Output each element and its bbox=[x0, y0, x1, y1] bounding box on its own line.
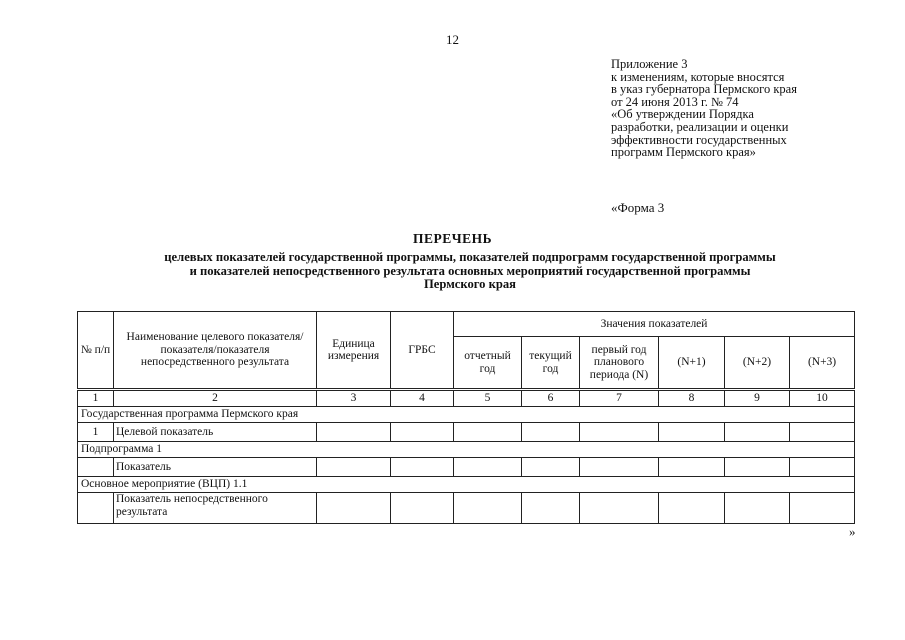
column-number: 3 bbox=[317, 391, 391, 407]
empty-cell bbox=[317, 423, 391, 442]
header-unit: Единица измерения bbox=[317, 312, 391, 389]
row-name: Показатель bbox=[114, 458, 317, 477]
column-number: 9 bbox=[725, 391, 790, 407]
empty-cell bbox=[391, 423, 454, 442]
appendix-line: программ Пермского края» bbox=[611, 145, 756, 160]
form-label: «Форма 3 bbox=[611, 200, 665, 215]
header-row bbox=[78, 312, 855, 337]
appendix-line: эффективности государственных bbox=[611, 132, 787, 147]
empty-cell bbox=[454, 458, 522, 477]
empty-cell bbox=[522, 458, 580, 477]
empty-cell bbox=[580, 423, 659, 442]
table-row-direct-result bbox=[78, 493, 855, 524]
empty-cell bbox=[580, 458, 659, 477]
appendix-line: к изменениям, которые вносятся bbox=[611, 69, 785, 84]
subtitle-line: и показателей непосредственного результата основных мероприятий государственной программы bbox=[189, 263, 751, 278]
column-number: 6 bbox=[522, 391, 580, 407]
empty-cell bbox=[725, 423, 790, 442]
appendix-line: разработки, реализации и оценки bbox=[611, 119, 789, 134]
column-number: 10 bbox=[790, 391, 855, 407]
appendix-line: «Об утверждении Порядка bbox=[611, 107, 754, 122]
empty-cell bbox=[659, 493, 725, 524]
header-n3: (N+3) bbox=[790, 337, 855, 389]
header-n1: (N+1) bbox=[659, 337, 725, 389]
header-n2: (N+2) bbox=[725, 337, 790, 389]
section-label: Государственная программа Пермского края bbox=[78, 407, 855, 423]
appendix-line: в указ губернатора Пермского края bbox=[611, 82, 797, 97]
subtitle-line: целевых показателей государственной программы, показателей подпрограмм государственной программы bbox=[164, 250, 776, 264]
column-number-row bbox=[78, 391, 855, 407]
empty-cell bbox=[790, 493, 855, 524]
empty-cell bbox=[659, 458, 725, 477]
page-number: 12 bbox=[446, 32, 459, 47]
empty-cell bbox=[454, 423, 522, 442]
row-num bbox=[78, 458, 114, 477]
row-num bbox=[78, 493, 114, 524]
header-reporting-year: отчетный год bbox=[454, 337, 522, 389]
subtitle-line: Пермского края bbox=[424, 277, 516, 291]
closing-quote: » bbox=[849, 524, 856, 539]
empty-cell bbox=[725, 493, 790, 524]
document-title: ПЕРЕЧЕНЬ bbox=[412, 231, 493, 246]
row-name: Показатель непосредственного результата bbox=[114, 493, 317, 524]
column-number: 8 bbox=[659, 391, 725, 407]
header-current-year: текущий год bbox=[522, 337, 580, 389]
table-row-indicator bbox=[78, 458, 855, 477]
section-row-state-program bbox=[78, 407, 855, 423]
empty-cell bbox=[659, 423, 725, 442]
indicators-table bbox=[77, 311, 855, 524]
section-label: Подпрограмма 1 bbox=[78, 442, 855, 458]
empty-cell bbox=[317, 493, 391, 524]
header-name: Наименование целевого показателя/ показателя/показателя непосредственного результата bbox=[114, 312, 317, 389]
row-name: Целевой показатель bbox=[114, 423, 317, 442]
appendix-line: от 24 июня 2013 г. № 74 bbox=[611, 94, 739, 109]
section-row-subprogram bbox=[78, 442, 855, 458]
empty-cell bbox=[790, 423, 855, 442]
empty-cell bbox=[522, 493, 580, 524]
header-num: № п/п bbox=[78, 312, 114, 389]
empty-cell bbox=[522, 423, 580, 442]
column-number: 1 bbox=[78, 391, 114, 407]
header-first-plan-year: первый год планового периода (N) bbox=[580, 337, 659, 389]
column-number: 4 bbox=[391, 391, 454, 407]
column-number: 5 bbox=[454, 391, 522, 407]
empty-cell bbox=[454, 493, 522, 524]
empty-cell bbox=[391, 458, 454, 477]
row-num: 1 bbox=[78, 423, 114, 442]
section-label: Основное мероприятие (ВЦП) 1.1 bbox=[78, 477, 855, 493]
empty-cell bbox=[790, 458, 855, 477]
empty-cell bbox=[317, 458, 391, 477]
empty-cell bbox=[391, 493, 454, 524]
table-row-target bbox=[78, 423, 855, 442]
document-subtitle bbox=[80, 251, 860, 292]
empty-cell bbox=[580, 493, 659, 524]
appendix-line: Приложение 3 bbox=[611, 57, 688, 71]
header-grbs: ГРБС bbox=[391, 312, 454, 389]
empty-cell bbox=[725, 458, 790, 477]
column-number: 7 bbox=[580, 391, 659, 407]
column-number: 2 bbox=[114, 391, 317, 407]
header-values-group: Значения показателей bbox=[454, 312, 855, 337]
appendix-block bbox=[611, 58, 861, 159]
section-row-main-event bbox=[78, 477, 855, 493]
